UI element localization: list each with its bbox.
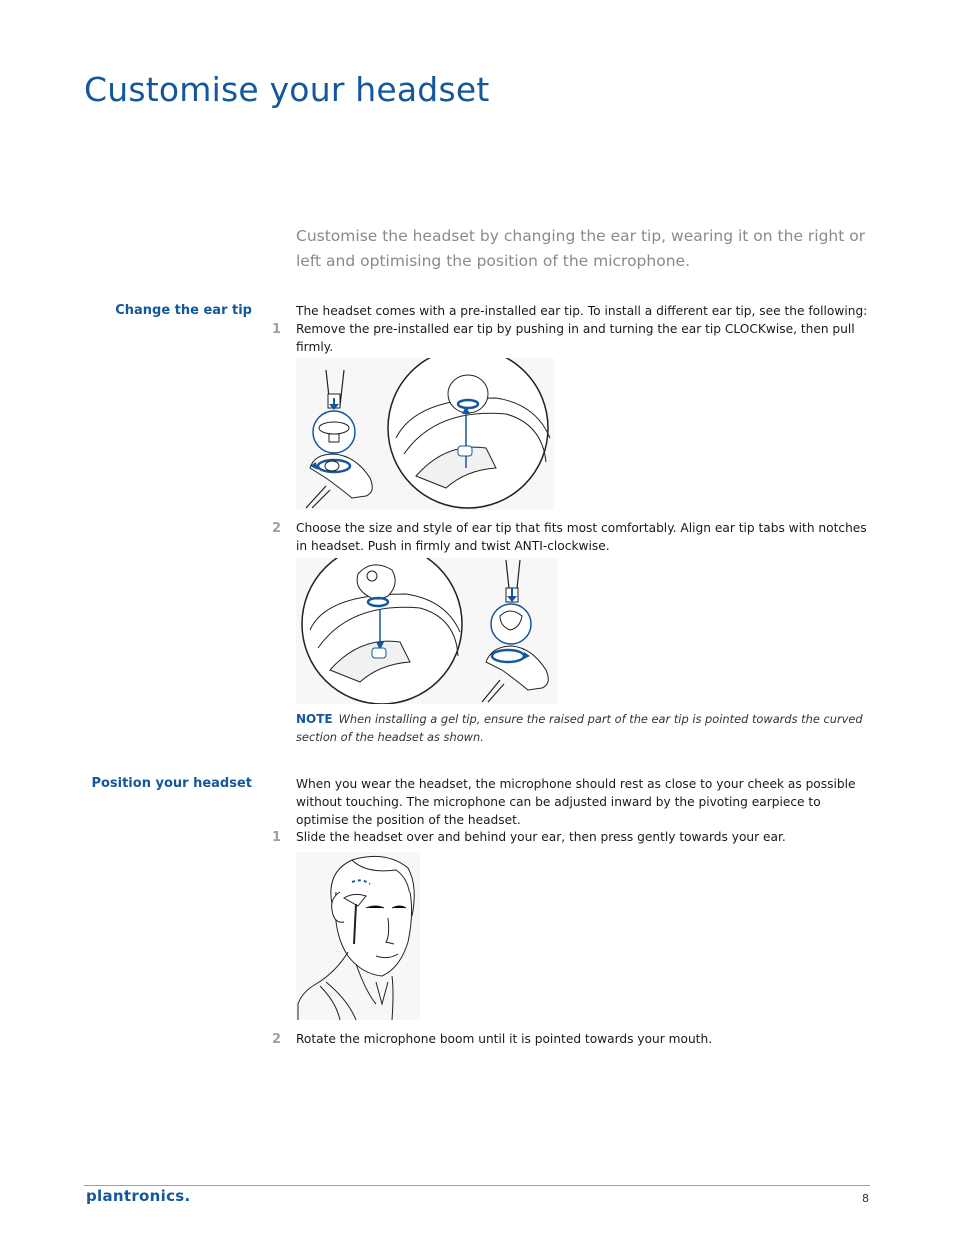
step-number: 1 [272,322,282,337]
note-label: NOTE [296,712,333,726]
position-lead: When you wear the headset, the microphone should rest as close to your cheek as possible without touching. The microphone can be adjusted inward by the pivoting earpiece to optimise the position of the headset. [296,777,856,827]
remove-ear-tip-illustration [296,358,554,510]
section-heading-position: Position your headset [91,776,252,791]
plantronics-logo: plantronics. [86,1187,191,1205]
footer-divider [84,1185,870,1186]
section-heading-ear-tip: Change the ear tip [115,303,252,318]
intro-paragraph: Customise the headset by changing the ear tip, wearing it on the right or left and optimising the position of the microphone. [296,227,866,270]
step-number: 2 [272,1032,282,1047]
wearing-headset-illustration [296,852,420,1020]
note-text: When installing a gel tip, ensure the raised part of the ear tip is pointed towards the curved section of the headset as shown. [296,712,863,744]
page-title: Customise your headset [84,70,490,109]
note [296,710,866,746]
step-text: Rotate the microphone boom until it is pointed towards your mouth. [296,1032,713,1046]
step-number: 1 [272,830,282,845]
step-text: Slide the headset over and behind your ear, then press gently towards your ear. [296,830,786,844]
step-number: 2 [272,521,282,536]
page-number: 8 [862,1192,869,1205]
step-text: Remove the pre-installed ear tip by pushing in and turning the ear tip CLOCKwise, then pull firmly. [296,322,855,354]
install-ear-tip-illustration [296,558,558,704]
step-text: Choose the size and style of ear tip that fits most comfortably. Align ear tip tabs with notches in headset. Push in firmly and twist ANTI-clockwise. [296,521,867,553]
ear-tip-lead: The headset comes with a pre-installed ear tip. To install a different ear tip, see the following: [296,304,868,318]
